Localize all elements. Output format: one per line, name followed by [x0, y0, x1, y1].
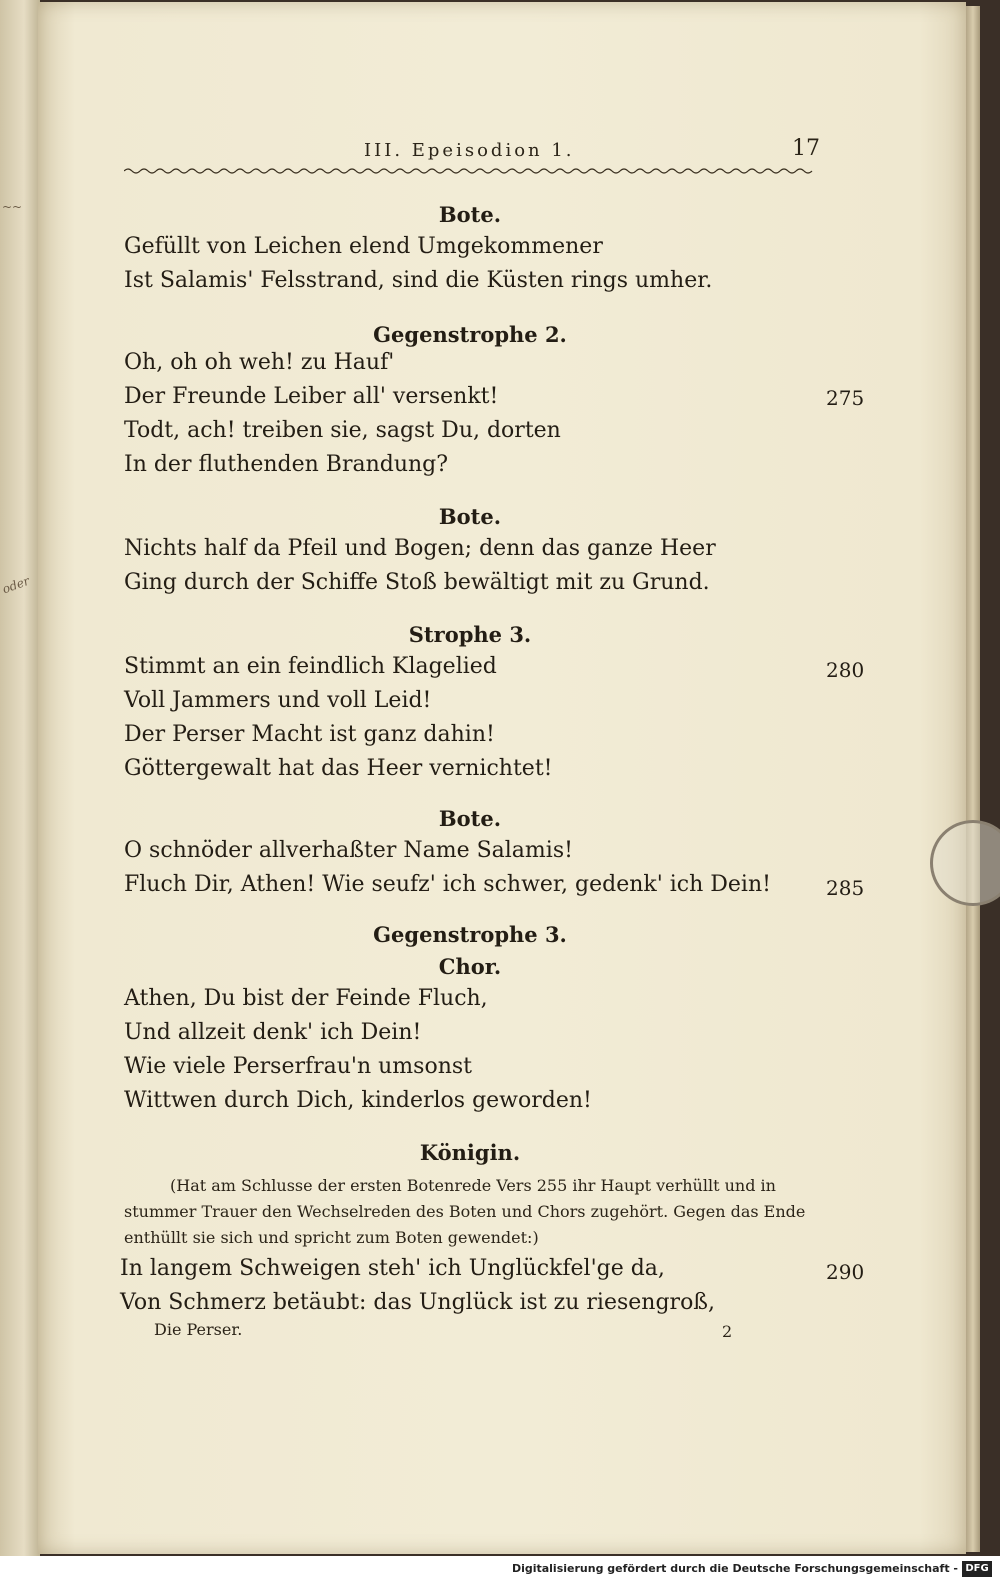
previous-page-fragment: oder [0, 573, 32, 597]
verse-line: Der Perser Macht ist ganz dahin! [124, 722, 495, 747]
verse-line: Athen, Du bist der Feinde Fluch, [124, 986, 488, 1011]
footer-signature-title: Die Perser. [154, 1320, 243, 1339]
footer-sheet-number: 2 [722, 1322, 733, 1341]
previous-page-mark: ~~ [2, 200, 23, 214]
stage-direction: stummer Trauer den Wechselreden des Boten und Chors zugehört. Gegen das Ende [124, 1202, 806, 1221]
verse-line: Oh, oh oh weh! zu Hauf' [124, 350, 395, 375]
verse-line: Stimmt an ein feindlich Klagelied [124, 654, 497, 679]
verse-line: Der Freunde Leiber all' versenkt! [124, 384, 499, 409]
speaker-heading: Bote. [438, 504, 502, 529]
verse-line: In langem Schweigen steh' ich Unglückfel'ge da, [120, 1256, 665, 1281]
verse-line: Ging durch der Schiffe Stoß bewältigt mit zu Grund. [124, 570, 710, 595]
verse-line: Gefüllt von Leichen elend Umgekommener [124, 234, 603, 259]
speaker-heading: Bote. [438, 806, 502, 831]
line-number: 290 [826, 1260, 865, 1284]
line-number: 280 [826, 658, 865, 682]
credit-bar [0, 1556, 1000, 1584]
verse-line: Göttergewalt hat das Heer vernichtet! [124, 756, 553, 781]
verse-line: Von Schmerz betäubt: das Unglück ist zu riesengroß, [120, 1290, 715, 1315]
previous-page-edge [0, 0, 40, 1556]
verse-line: Todt, ach! treiben sie, sagst Du, dorten [124, 418, 561, 443]
wavy-rule [124, 166, 814, 176]
section-heading: Gegenstrophe 3. [373, 922, 567, 947]
line-number: 285 [826, 876, 865, 900]
verse-line: O schnöder allverhaßter Name Salamis! [124, 838, 573, 863]
verse-line: Und allzeit denk' ich Dein! [124, 1020, 422, 1045]
verse-line: Wittwen durch Dich, kinderlos geworden! [124, 1088, 592, 1113]
verse-line: Voll Jammers und voll Leid! [124, 688, 432, 713]
credit-text: Digitalisierung gefördert durch die Deutsche Forschungsgemeinschaft - [511, 1562, 958, 1575]
dfg-logo-icon: DFG [962, 1561, 992, 1577]
section-heading: Gegenstrophe 2. [373, 322, 567, 347]
verse-line: In der fluthenden Brandung? [124, 452, 449, 477]
running-title: III. Epeisodion 1. [364, 140, 575, 161]
verse-line: Ist Salamis' Felsstrand, sind die Küsten rings umher. [124, 268, 713, 293]
page-number: 17 [792, 136, 820, 161]
stage-direction: enthüllt sie sich und spricht zum Boten gewendet:) [124, 1228, 539, 1247]
speaker-heading: Bote. [438, 202, 502, 227]
verse-line: Fluch Dir, Athen! Wie seufz' ich schwer, gedenk' ich Dein! [124, 872, 771, 897]
speaker-heading: Königin. [419, 1140, 521, 1165]
verse-line: Nichts half da Pfeil und Bogen; denn das ganze Heer [124, 536, 716, 561]
page-header [124, 136, 820, 176]
section-heading: Strophe 3. [408, 622, 532, 647]
stage-direction: (Hat am Schlusse der ersten Botenrede Vers 255 ihr Haupt verhüllt und in [170, 1176, 776, 1195]
page-stack-edge [966, 6, 980, 1552]
line-number: 275 [826, 386, 865, 410]
verse-line: Wie viele Perserfrau'n umsonst [124, 1054, 473, 1079]
speaker-heading: Chor. [438, 954, 502, 979]
